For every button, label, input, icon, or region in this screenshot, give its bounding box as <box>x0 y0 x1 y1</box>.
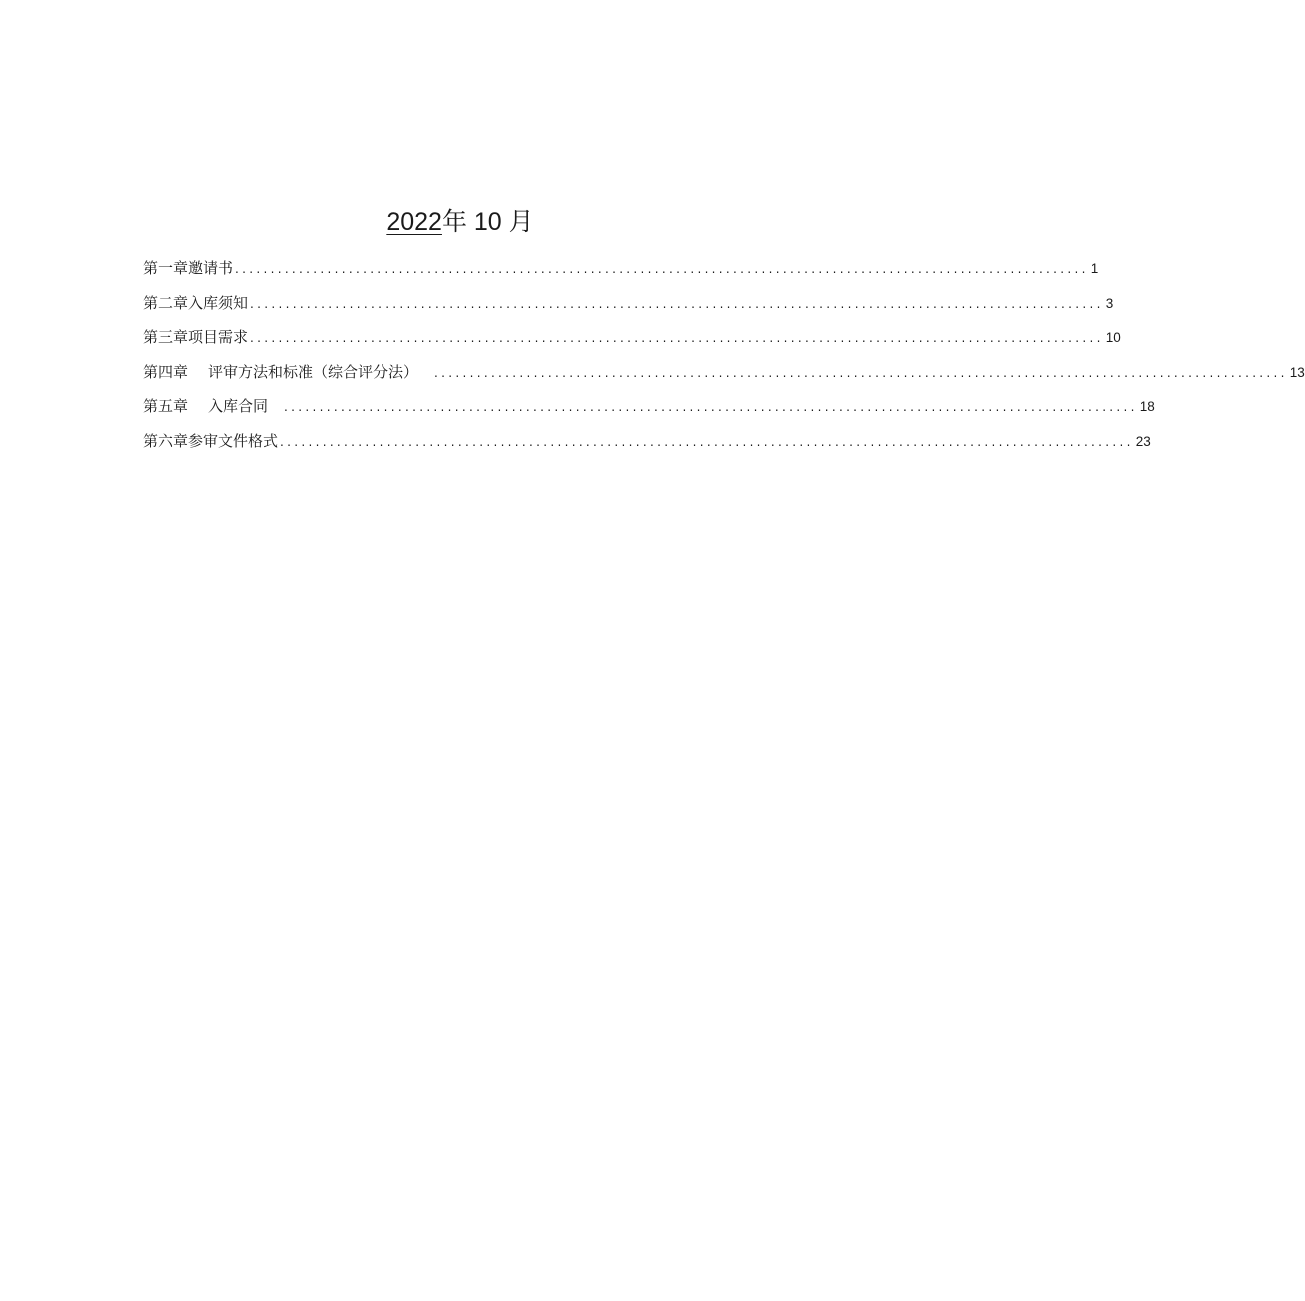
toc-chapter-number: 第五章 <box>143 397 189 415</box>
toc-entry-title: 第一章邀请书 <box>143 259 234 277</box>
toc-entry-chapter-5[interactable] <box>143 394 1155 429</box>
toc-page-number: 18 <box>1139 399 1155 414</box>
toc-chapter-number: 第四章 <box>143 362 189 381</box>
toc-entry-chapter-2[interactable] <box>143 291 1114 326</box>
toc-dot-leader: ........................................................................................................................ <box>284 400 1138 414</box>
date-year: 2022 <box>386 208 442 236</box>
toc-dot-leader: ........................................................................................................................ <box>434 365 1288 380</box>
toc-dot-leader: ........................................................................................................................ <box>250 331 1104 345</box>
document-date <box>0 204 920 240</box>
toc-page-number: 3 <box>1105 295 1114 311</box>
toc-dot-leader: ........................................................................................................................ <box>250 296 1104 311</box>
toc-page-number: 23 <box>1135 433 1151 449</box>
table-of-contents <box>143 256 1305 463</box>
toc-entry-chapter-3[interactable] <box>143 325 1121 360</box>
toc-entry-chapter-4[interactable] <box>143 360 1305 395</box>
toc-entry-title: 第二章入库须知 <box>143 293 249 312</box>
toc-entry-chapter-1[interactable] <box>143 256 1099 291</box>
date-month: 年 10 月 <box>441 208 534 236</box>
toc-entry-title: 第三章项目需求 <box>143 328 249 346</box>
toc-page-number: 1 <box>1090 261 1099 276</box>
toc-entry-title: 入库合同 <box>208 397 269 415</box>
toc-page-number: 13 <box>1289 364 1305 380</box>
toc-dot-leader: ........................................................................................................................ <box>280 434 1134 449</box>
toc-dot-leader: ........................................................................................................................ <box>235 262 1089 276</box>
toc-entry-chapter-6[interactable] <box>143 429 1151 464</box>
toc-entry-title: 第六章参审文件格式 <box>143 431 279 450</box>
toc-entry-title: 评审方法和标准（综合评分法） <box>208 362 419 381</box>
toc-page-number: 10 <box>1105 330 1121 345</box>
